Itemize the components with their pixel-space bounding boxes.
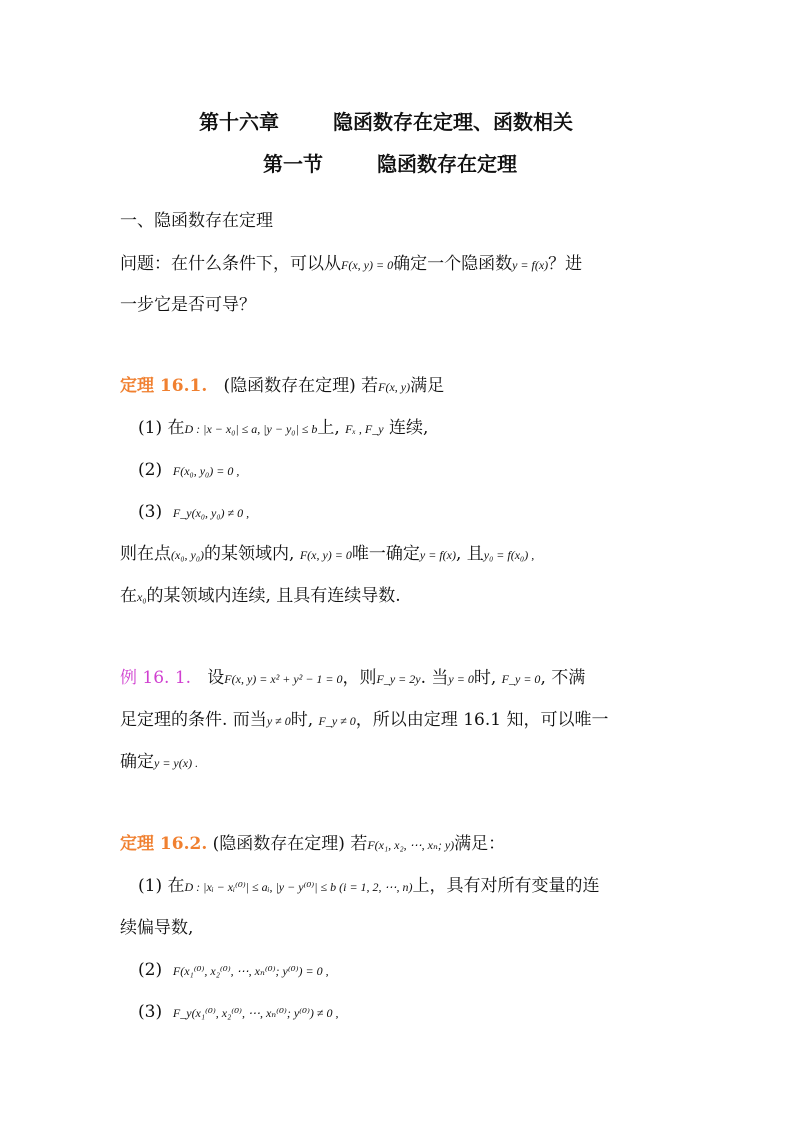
condition-equation: F(x₀, y₀) = 0 , — [172, 464, 240, 478]
example-1-line-3 — [120, 750, 198, 775]
theorem-1-condition-1 — [138, 416, 428, 441]
theorem-1-conclusion-2 — [120, 584, 401, 609]
condition-domain: D : |x − x₀| ≤ a, |y − y₀| ≤ b — [184, 422, 318, 436]
conclusion-text: 则在点 — [120, 544, 171, 564]
example-equation: F(x, y) = x² + y² − 1 = 0 — [224, 672, 343, 686]
conclusion-text: 在 — [120, 586, 137, 606]
conclusion-equation: F(x, y) = 0 — [299, 548, 352, 562]
section-name: 隐函数存在定理 — [377, 152, 517, 176]
problem-text-suffix: ？进 — [548, 254, 583, 274]
condition-equation: F_y(x₁⁽⁰⁾, x₂⁽⁰⁾, ⋯, xₙ⁽⁰⁾; y⁽⁰⁾) ≠ 0 , — [172, 1006, 339, 1020]
condition-equation: F(x₁⁽⁰⁾, x₂⁽⁰⁾, ⋯, xₙ⁽⁰⁾; y⁽⁰⁾) = 0 , — [172, 964, 329, 978]
example-1-line-2 — [120, 708, 608, 733]
condition-label: (2) — [138, 460, 163, 480]
problem-line-1 — [120, 252, 582, 277]
conclusion-text: 的某领域内, — [204, 544, 295, 564]
conclusion-equation: y = f(x) — [419, 548, 456, 562]
condition-suffix: 连续, — [388, 418, 429, 438]
theorem-1-condition-2 — [138, 458, 239, 483]
example-1-label: 例 16. 1. — [120, 668, 192, 688]
conclusion-text: 唯一确定 — [351, 544, 420, 564]
theorem-2-condition-1 — [138, 874, 600, 899]
part-heading: 一、隐函数存在定理 — [120, 211, 273, 231]
condition-suffix: 上，具有对所有变量的连 — [412, 876, 600, 896]
theorem-2-label: 定理 16.2. — [120, 834, 208, 854]
example-equation: F_y = 2y — [376, 672, 421, 686]
conclusion-text: 的某领域内连续, 且具有连续导数. — [146, 586, 401, 606]
example-equation: F_y = 0 — [501, 672, 541, 686]
example-text: 时, — [290, 710, 314, 730]
problem-text-mid: 确定一个隐函数 — [393, 254, 513, 274]
chapter-label: 第十六章 — [199, 110, 279, 134]
theorem-2-condition-3 — [138, 1000, 338, 1025]
theorem-1-label: 定理 16.1. — [120, 376, 208, 396]
theorem-2-condition-2 — [138, 958, 329, 983]
example-text: ，所以由定理 16.1 知，可以唯一 — [355, 710, 609, 730]
example-equation: y ≠ 0 — [266, 714, 291, 728]
example-equation: F_y ≠ 0 — [318, 714, 356, 728]
theorem-1-cond: 满足 — [410, 376, 445, 396]
theorem-1-condition-3 — [138, 500, 249, 525]
theorem-2-cond: 满足： — [454, 834, 506, 854]
section-label: 第一节 — [263, 152, 323, 176]
example-1-line-1 — [120, 666, 585, 691]
theorem-2-condition-1-cont: 续偏导数, — [120, 918, 194, 938]
example-equation: y = y(x) . — [154, 756, 199, 770]
theorem-2-func: F(x₁, x₂, ⋯, xₙ; y) — [367, 838, 455, 852]
condition-label: (3) — [138, 502, 163, 522]
problem-line-2: 一步它是否可导？ — [120, 295, 256, 315]
theorem-1-conclusion-1 — [120, 542, 534, 567]
theorem-1-name: (隐函数存在定理) 若 — [223, 376, 379, 396]
condition-label: (1) 在 — [138, 418, 185, 438]
condition-label: (3) — [138, 1002, 163, 1022]
conclusion-text: , 且 — [455, 544, 484, 564]
theorem-2-name: (隐函数存在定理) 若 — [212, 834, 368, 854]
theorem-1-func: F(x, y) — [378, 380, 411, 394]
conclusion-point: (x₀, y₀) — [171, 548, 204, 562]
problem-text: 问题：在什么条件下，可以从 — [120, 254, 341, 274]
example-text: 设 — [207, 668, 225, 688]
example-text: 确定 — [120, 752, 154, 772]
conclusion-point: x₀ — [137, 590, 147, 604]
chapter-title — [199, 106, 573, 135]
conclusion-equation: y₀ = f(x₀) , — [483, 548, 535, 562]
problem-equation: F(x, y) = 0 — [341, 258, 394, 272]
condition-domain: D : |xᵢ − xᵢ⁽⁰⁾| ≤ aᵢ, |y − y⁽⁰⁾| ≤ b (i = 1, 2, ⋯, n) — [184, 880, 413, 894]
condition-text: 上, — [317, 418, 340, 438]
chapter-name: 隐函数存在定理、函数相关 — [333, 110, 573, 134]
example-text: 时, — [473, 668, 497, 688]
example-text: . 当 — [420, 668, 449, 688]
example-text: , 不满 — [540, 668, 586, 688]
example-text: 足定理的条件. 而当 — [120, 710, 267, 730]
theorem-2-header — [120, 832, 505, 857]
condition-label: (1) 在 — [138, 876, 185, 896]
condition-equation: F_y(x₀, y₀) ≠ 0 , — [172, 506, 250, 520]
condition-partials: Fₓ , F_y — [345, 422, 384, 436]
example-text: ，则 — [342, 668, 377, 688]
theorem-1-header — [120, 374, 444, 399]
condition-label: (2) — [138, 960, 163, 980]
example-equation: y = 0 — [448, 672, 474, 686]
problem-equation-2: y = f(x) — [512, 258, 549, 272]
section-title — [263, 148, 517, 177]
